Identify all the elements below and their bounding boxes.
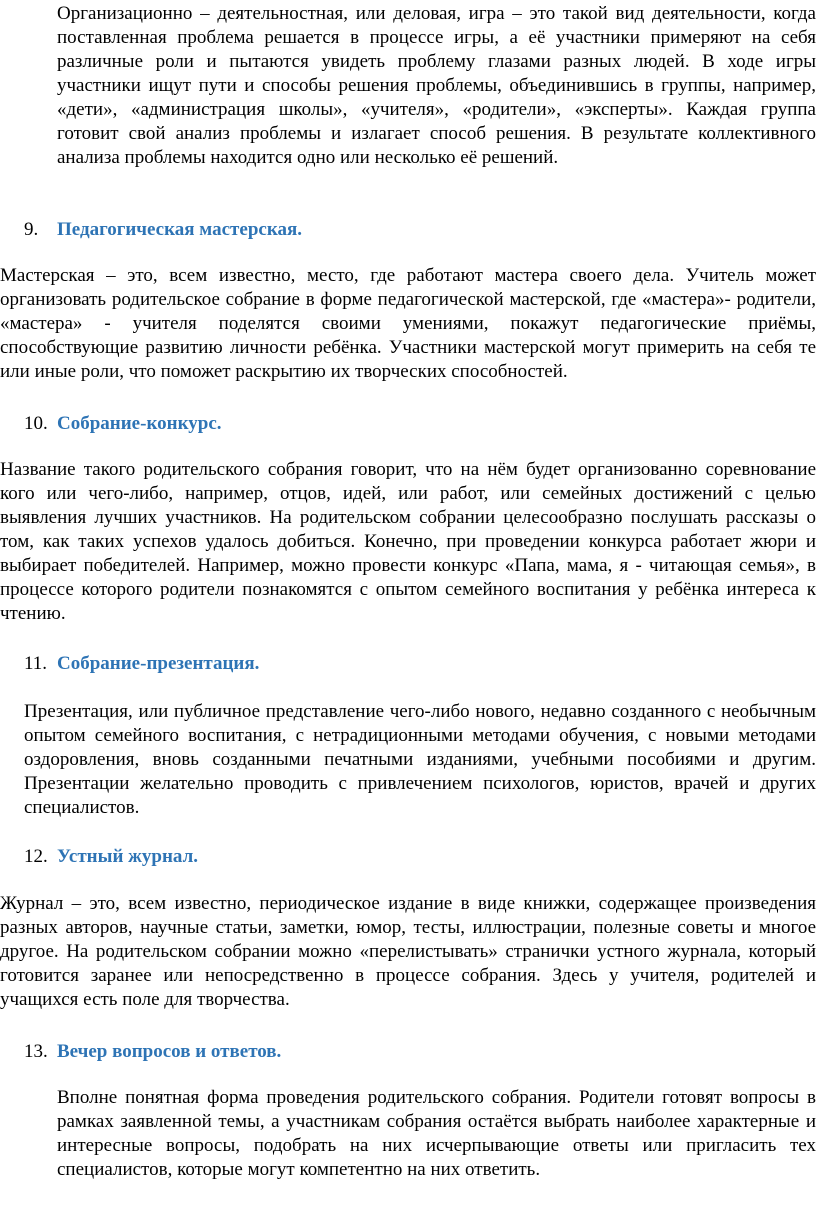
section-text-11: Презентация, или публичное представление чего-либо нового, недавно созданного с необычным опытом семейного воспитания, с нетрадиционными методами обучения, с новыми методами оздоровления, вновь созданными печатными изданиями, учебными пособиями и другим. Презентации желательно проводить с привлечением психологов, юристов, врачей и других специалистов. <box>24 701 816 818</box>
section-title: Педагогическая мастерская. <box>57 219 303 240</box>
section-number: 11. <box>24 653 48 674</box>
section-text-9: Мастерская – это, всем известно, место, где работают мастера своего дела. Учитель может организовать родительское собрание в форме педагогической мастерской, где «мастера»- родители, «мастера» - учителя поделятся своими умениями, покажут педагогические приёмы, способствующие развитию личности ребёнка. Участники мастерской могут примерить на себя те или иные роли, что поможет раскрытию их творческих способностей. <box>0 265 816 382</box>
section-title: Собрание-конкурс. <box>57 413 222 434</box>
section-title: Собрание-презентация. <box>57 653 260 674</box>
section-heading-13 <box>24 1040 281 1064</box>
section-number: 10. <box>24 413 48 434</box>
section-heading-11 <box>24 652 259 676</box>
section-number: 9. <box>24 219 39 240</box>
section-number: 12. <box>24 846 48 867</box>
intro-paragraph: Организационно – деятельностная, или деловая, игра – это такой вид деятельности, когда поставленная проблема решается в процессе игры, а её участники примеряют на себя различные роли и пытаются увидеть проблему глазами разных людей. В ходе игры участники ищут пути и способы решения проблемы, объединившись в группы, например, «дети», «администрация школы», «учителя», «родители», «эксперты». Каждая группа готовит свой анализ проблемы и излагает способ решения. В результате коллективного анализа проблемы находится одно или несколько её решений. <box>57 3 816 168</box>
section-text-10: Название такого родительского собрания говорит, что на нём будет организованно соревнование кого или чего-либо, например, отцов, идей, или работ, или семейных достижений с целью выявления лучших участников. На родительском собрании целесообразно послушать рассказы о том, как таких успехов удалось добиться. Конечно, при проведении конкурса работает жюри и выбирает победителей. Например, можно провести конкурс «Папа, мама, я - читающая семья», в процессе которого родители познакомятся с опытом семейного воспитания у ребёнка интереса к чтению. <box>0 459 816 624</box>
section-heading-9 <box>24 218 302 242</box>
section-text-12: Журнал – это, всем известно, периодическое издание в виде книжки, содержащее произведения разных авторов, научные статьи, заметки, юмор, тесты, иллюстрации, полезные советы и многое другое. На родительском собрании можно «перелистывать» странички устного журнала, который готовится заранее или непосредственно в процессе собрания. Здесь у учителя, родителей и учащихся есть поле для творчества. <box>0 893 816 1010</box>
section-title: Вечер вопросов и ответов. <box>57 1041 282 1062</box>
section-text-13: Вполне понятная форма проведения родительского собрания. Родители готовят вопросы в рамках заявленной темы, а участникам собрания остаётся выбрать наиболее характерные и интересные вопросы, подобрать на них исчерпывающие ответы или пригласить тех специалистов, которые могут компетентно на них ответить. <box>57 1087 816 1180</box>
section-heading-10 <box>24 412 222 436</box>
section-heading-12 <box>24 845 198 869</box>
section-title: Устный журнал. <box>57 846 199 867</box>
section-number: 13. <box>24 1041 48 1062</box>
